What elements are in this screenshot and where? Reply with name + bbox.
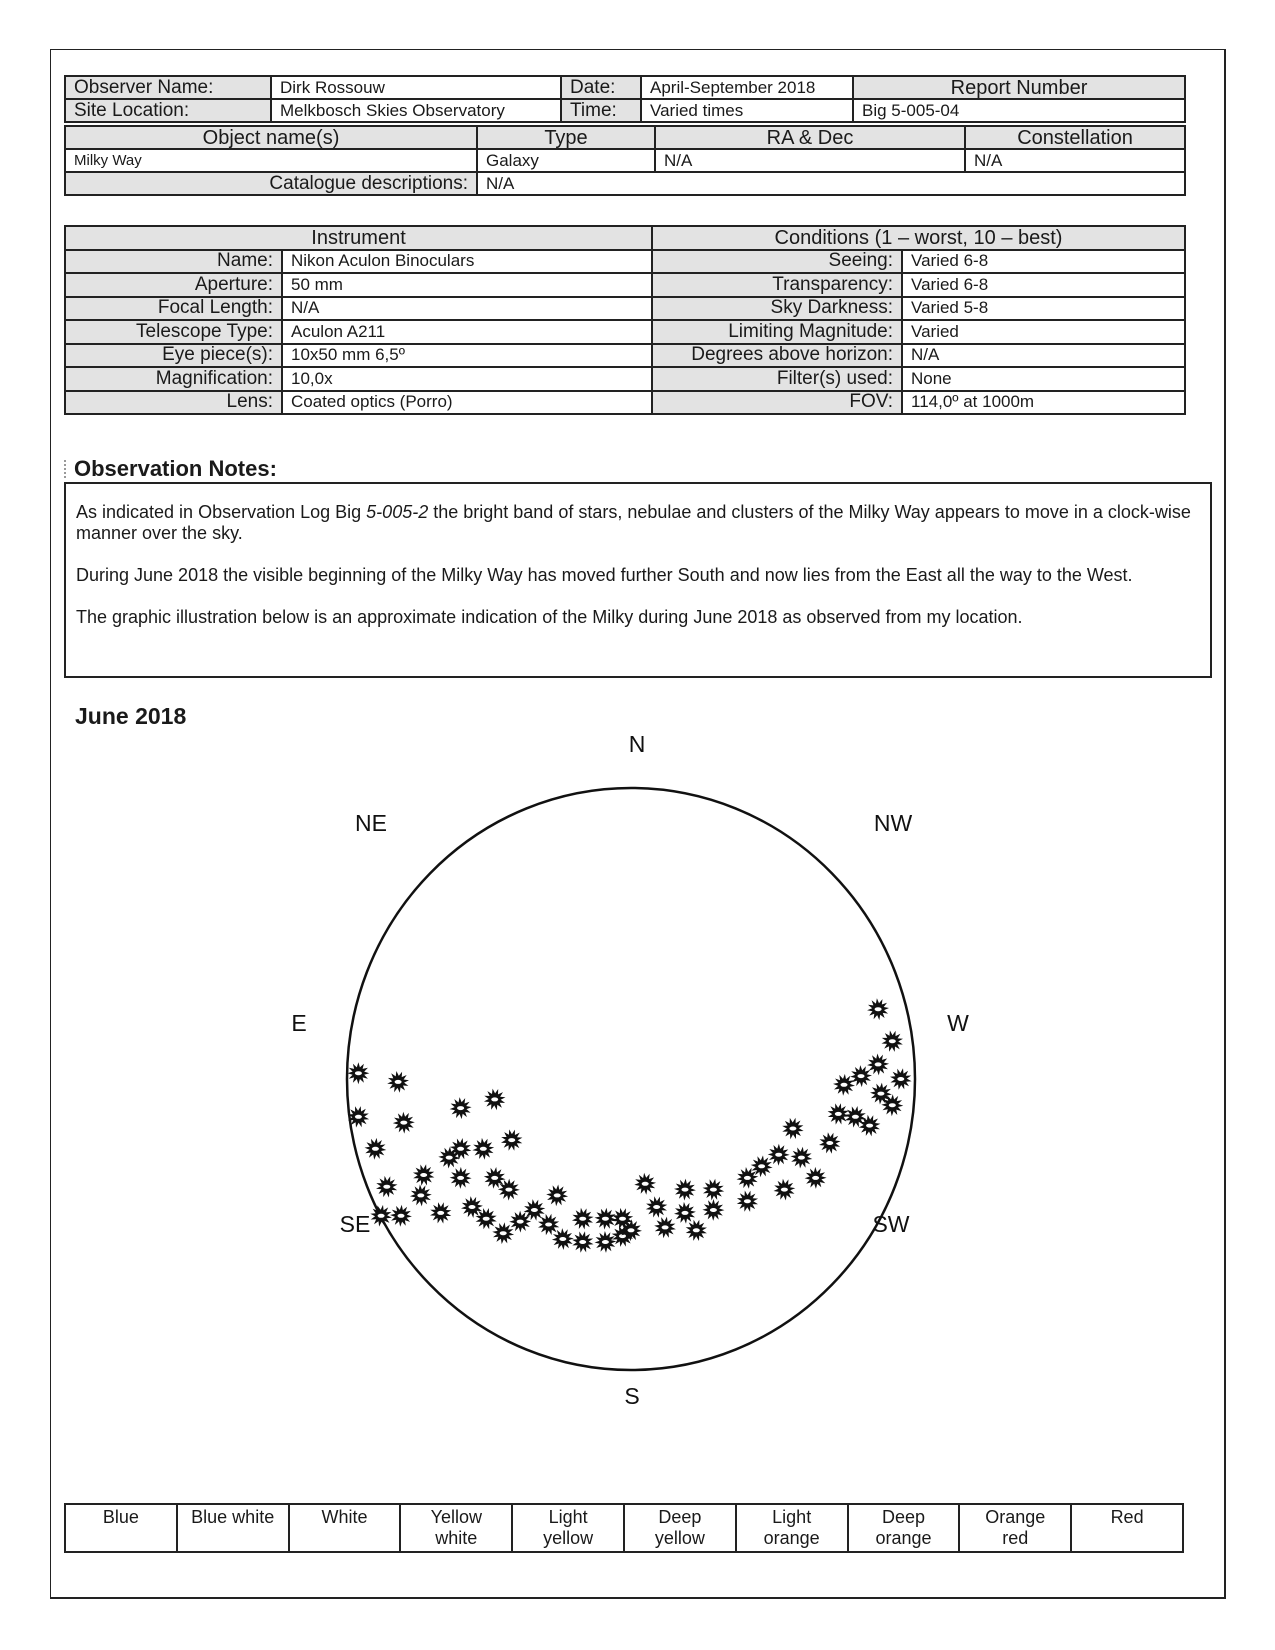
star-core	[710, 1188, 717, 1192]
star-core	[889, 1039, 896, 1043]
star-core	[841, 1083, 848, 1087]
star-color-label: Deep	[881, 1507, 925, 1527]
condition-value: Varied 5-8	[902, 297, 1185, 321]
star-core	[775, 1153, 782, 1157]
star-color-label: red	[1002, 1528, 1029, 1548]
star-marker	[674, 1202, 696, 1224]
instrument-value: 50 mm	[282, 273, 652, 297]
star-marker	[674, 1179, 696, 1201]
star-marker	[413, 1164, 435, 1186]
notes-paragraph-3: The graphic illustration below is an approximate indication of the Milky during June 2018 as observed from my location.	[76, 607, 1023, 627]
notes-paragraph-1	[76, 502, 1200, 544]
star-core	[355, 1115, 362, 1119]
notes-text: As indicated in Observation Log Big	[76, 502, 367, 522]
star-core	[662, 1225, 669, 1229]
instrument-value: Nikon Aculon Binoculars	[282, 250, 652, 274]
star-color-label: orange	[763, 1528, 820, 1548]
star-core	[355, 1071, 362, 1075]
condition-value: Varied	[902, 320, 1185, 344]
star-core	[491, 1097, 498, 1101]
star-marker	[737, 1167, 759, 1189]
star-core	[500, 1231, 507, 1235]
star-marker	[782, 1118, 803, 1139]
date-label: Date:	[561, 76, 641, 99]
instrument-value: Aculon A211	[282, 320, 652, 344]
type-header: Type	[477, 126, 655, 149]
star-color-label: Blue white	[191, 1507, 275, 1527]
star-core	[710, 1208, 717, 1212]
report-number-label: Report Number	[853, 76, 1185, 99]
log-reference: 5-005-2	[366, 502, 429, 522]
date-value: April-September 2018	[641, 76, 853, 99]
star-core	[602, 1217, 609, 1221]
compass-w: W	[947, 1010, 969, 1036]
star-core	[457, 1106, 464, 1110]
condition-label: Seeing:	[652, 250, 902, 274]
star-core	[758, 1164, 765, 1168]
condition-value: Varied 6-8	[902, 273, 1185, 297]
condition-value: 114,0º at 1000m	[902, 391, 1185, 415]
star-core	[628, 1228, 635, 1232]
star-core	[579, 1217, 586, 1221]
star-core	[457, 1147, 464, 1151]
star-core	[480, 1147, 487, 1151]
star-marker	[476, 1208, 497, 1229]
star-marker	[347, 1062, 369, 1084]
star-color-cell	[848, 1504, 960, 1552]
compass-ne: NE	[355, 810, 387, 836]
condition-label: Transparency:	[652, 273, 902, 297]
instrument-label: Focal Length:	[65, 297, 282, 321]
star-color-label: Deep	[658, 1507, 702, 1527]
star-core	[491, 1176, 498, 1180]
star-marker	[546, 1185, 568, 1207]
star-marker	[393, 1112, 415, 1134]
star-core	[545, 1223, 552, 1227]
star-core	[744, 1176, 751, 1180]
star-marker	[501, 1129, 522, 1150]
star-core	[469, 1205, 476, 1209]
milky-way-stars	[347, 998, 911, 1253]
conditions-table	[651, 225, 1186, 415]
instrument-label: Magnification:	[65, 367, 282, 391]
site-location-value: Melkbosch Skies Observatory	[271, 99, 561, 122]
sky-disc	[347, 788, 915, 1370]
conditions-title: Conditions (1 – worst, 10 – best)	[652, 226, 1185, 250]
star-color-cell	[736, 1504, 848, 1552]
star-marker	[376, 1176, 398, 1198]
star-marker	[634, 1173, 656, 1195]
instrument-label: Eye piece(s):	[65, 344, 282, 368]
star-marker	[572, 1208, 594, 1230]
observer-name-label: Observer Name:	[65, 76, 271, 99]
star-color-row	[65, 1504, 1183, 1552]
star-core	[852, 1115, 859, 1119]
star-marker	[646, 1196, 668, 1218]
star-core	[579, 1240, 586, 1244]
star-marker	[461, 1196, 483, 1218]
star-core	[744, 1199, 751, 1203]
star-core	[437, 1211, 444, 1215]
star-core	[875, 1062, 882, 1066]
star-core	[417, 1193, 424, 1197]
star-marker	[890, 1068, 912, 1090]
star-marker	[387, 1071, 409, 1093]
compass-n: N	[628, 731, 646, 757]
type-value: Galaxy	[477, 149, 655, 172]
star-marker	[538, 1214, 559, 1235]
star-color-cell	[400, 1504, 512, 1552]
instrument-value: 10,0x	[282, 367, 652, 391]
ra-dec-header: RA & Dec	[655, 126, 965, 149]
instrument-value: N/A	[282, 297, 652, 321]
condition-value: None	[902, 367, 1185, 391]
star-core	[400, 1121, 407, 1125]
star-marker	[654, 1217, 676, 1239]
star-color-label: yellow	[654, 1528, 705, 1548]
instrument-value: Coated optics (Porro)	[282, 391, 652, 415]
star-marker	[572, 1231, 594, 1253]
star-marker	[492, 1222, 514, 1244]
compass-e: E	[291, 1010, 307, 1036]
star-core	[378, 1214, 385, 1218]
star-core	[457, 1176, 464, 1180]
star-marker	[430, 1202, 451, 1223]
instrument-value: 10x50 mm 6,5º	[282, 344, 652, 368]
star-color-label: orange	[875, 1528, 932, 1548]
sky-chart	[0, 700, 1275, 1440]
star-color-label: Orange	[985, 1507, 1046, 1527]
object-name-header: Object name(s)	[65, 126, 477, 149]
star-color-cell	[65, 1504, 177, 1552]
star-core	[897, 1077, 904, 1081]
compass-se: SE	[339, 1211, 371, 1237]
star-marker	[737, 1191, 758, 1212]
anchor-icon	[64, 460, 72, 478]
star-marker	[833, 1074, 855, 1096]
star-color-label: Blue	[102, 1507, 139, 1527]
star-marker	[702, 1199, 724, 1221]
instrument-label: Name:	[65, 250, 282, 274]
star-color-label: Light	[772, 1507, 812, 1527]
instrument-label: Lens:	[65, 391, 282, 415]
star-marker	[370, 1205, 392, 1227]
instrument-label: Telescope Type:	[65, 320, 282, 344]
star-marker	[484, 1089, 506, 1111]
notes-box	[64, 482, 1212, 678]
star-core	[682, 1211, 689, 1215]
star-core	[446, 1156, 453, 1160]
star-color-table	[64, 1503, 1184, 1553]
star-core	[682, 1188, 689, 1192]
observer-name-value: Dirk Rossouw	[271, 76, 561, 99]
time-value: Varied times	[641, 99, 853, 122]
star-core	[517, 1220, 524, 1224]
star-core	[642, 1182, 649, 1186]
star-marker	[450, 1167, 472, 1189]
star-core	[559, 1237, 566, 1241]
condition-label: Filter(s) used:	[652, 367, 902, 391]
constellation-value: N/A	[965, 149, 1185, 172]
star-core	[508, 1138, 515, 1142]
notes-text: the bright band of stars, nebulae and clusters of the Milky Way appears to move in a clock-wise manner over the sky.	[76, 502, 1191, 543]
compass-nw: NW	[873, 810, 913, 836]
star-core	[781, 1188, 788, 1192]
condition-label: Limiting Magnitude:	[652, 320, 902, 344]
object-table	[64, 125, 1186, 196]
notes-title: Observation Notes:	[74, 456, 277, 481]
star-color-cell	[512, 1504, 624, 1552]
star-core	[372, 1147, 379, 1151]
star-core	[798, 1156, 805, 1160]
star-color-cell	[289, 1504, 401, 1552]
star-marker	[365, 1138, 387, 1160]
notes-paragraph-2: During June 2018 the visible beginning of the Milky Way has moved further South and now lies from the East all the way to the West.	[76, 565, 1133, 585]
star-marker	[390, 1205, 412, 1227]
star-color-label: Yellow	[430, 1507, 482, 1527]
condition-label: Degrees above horizon:	[652, 344, 902, 368]
object-name-value: Milky Way	[65, 149, 477, 172]
star-core	[383, 1185, 390, 1189]
star-core	[554, 1193, 561, 1197]
star-core	[858, 1074, 865, 1078]
star-core	[619, 1217, 626, 1221]
star-marker	[850, 1065, 872, 1087]
star-core	[693, 1228, 700, 1232]
star-marker	[882, 1030, 904, 1052]
star-marker	[472, 1138, 494, 1160]
condition-value: Varied 6-8	[902, 250, 1185, 274]
star-marker	[774, 1179, 796, 1201]
star-color-cell	[959, 1504, 1071, 1552]
condition-label: Sky Darkness:	[652, 297, 902, 321]
star-marker	[867, 998, 889, 1020]
star-core	[483, 1217, 490, 1221]
catalogue-label: Catalogue descriptions:	[65, 172, 477, 195]
instrument-table	[64, 225, 653, 415]
star-core	[826, 1141, 833, 1145]
star-marker	[450, 1097, 472, 1119]
star-core	[812, 1176, 819, 1180]
condition-label: FOV:	[652, 391, 902, 415]
star-core	[866, 1124, 873, 1128]
star-marker	[703, 1179, 725, 1201]
star-core	[835, 1112, 842, 1116]
star-color-label: Light	[548, 1507, 588, 1527]
star-marker	[819, 1132, 841, 1154]
instrument-label: Aperture:	[65, 273, 282, 297]
star-core	[420, 1173, 427, 1177]
catalogue-value: N/A	[477, 172, 1185, 195]
star-color-label: white	[435, 1528, 478, 1548]
chart-title: June 2018	[75, 703, 187, 729]
star-core	[877, 1092, 884, 1096]
star-color-cell	[624, 1504, 736, 1552]
compass-s: S	[624, 1383, 640, 1409]
star-marker	[410, 1184, 432, 1206]
star-marker	[686, 1220, 707, 1241]
star-core	[602, 1240, 609, 1244]
instrument-title: Instrument	[65, 226, 652, 250]
time-label: Time:	[561, 99, 641, 122]
star-marker	[828, 1103, 849, 1124]
condition-value: N/A	[902, 344, 1185, 368]
star-color-label: White	[321, 1507, 368, 1527]
star-core	[889, 1103, 896, 1107]
report-header-table	[64, 75, 1186, 123]
report-number-value: Big 5-005-04	[853, 99, 1185, 122]
star-color-cell	[1071, 1504, 1183, 1552]
ra-dec-value: N/A	[655, 149, 965, 172]
star-core	[395, 1080, 402, 1084]
compass-sw: SW	[872, 1211, 910, 1237]
star-core	[653, 1205, 660, 1209]
star-color-label: Red	[1110, 1507, 1144, 1527]
star-core	[398, 1214, 405, 1218]
star-marker	[595, 1208, 617, 1230]
site-location-label: Site Location:	[65, 99, 271, 122]
star-core	[531, 1208, 538, 1212]
star-core	[505, 1188, 512, 1192]
star-core	[875, 1007, 882, 1011]
constellation-header: Constellation	[965, 126, 1185, 149]
star-marker	[791, 1147, 813, 1169]
star-color-cell	[177, 1504, 289, 1552]
star-marker	[805, 1167, 827, 1189]
star-core	[789, 1127, 796, 1131]
star-marker	[867, 1054, 889, 1076]
star-color-label: yellow	[543, 1528, 594, 1548]
